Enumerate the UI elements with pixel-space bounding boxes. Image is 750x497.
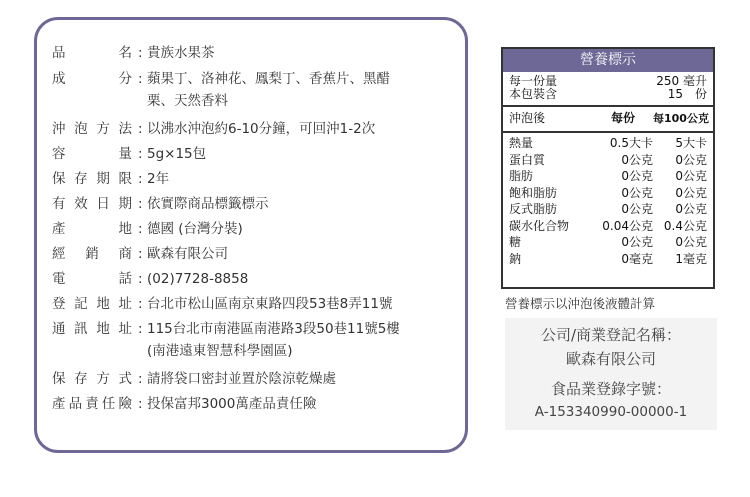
spec-value: 115台北市南港區南港路3段50巷11號5樓 xyxy=(147,321,400,337)
nutrient-per-100g: 0公克 xyxy=(675,169,707,183)
food-registration-label: 食品業登錄字號： xyxy=(550,380,671,398)
spec-colon: : xyxy=(138,146,143,162)
nutrient-per-100g: 0公克 xyxy=(675,152,707,167)
spec-label: 品 名 xyxy=(52,45,132,61)
header-per-serving: 每份 xyxy=(611,111,636,125)
nutrient-per-100g: 5大卡 xyxy=(675,136,707,150)
spec-label: 產 地 xyxy=(52,221,132,237)
nutrient-name: 飽和脂肪 xyxy=(509,185,558,200)
nutrient-per-100g: 0.4公克 xyxy=(663,218,707,233)
spec-value-continued: (南港遠東智慧科學園區) xyxy=(147,343,293,359)
spec-value: 以沸水沖泡約6-10分鐘，可回沖1-2次 xyxy=(147,121,376,137)
spec-value: 台北市松山區南京東路四段53巷8弄11號 xyxy=(147,296,393,312)
spec-colon: : xyxy=(138,171,143,187)
spec-colon: : xyxy=(138,196,143,212)
spec-value: 蘋果丁、洛神花、鳳梨丁、香蕉片、黑醋 xyxy=(147,71,390,87)
spec-value: 德國 (台灣分裝) xyxy=(147,221,243,237)
nutrient-name: 鈉 xyxy=(509,251,522,266)
serving-size-value: 250 毫升 xyxy=(656,74,707,88)
spec-label: 登 記 地 址 xyxy=(52,296,132,312)
nutrient-per-serving: 0公克 xyxy=(621,235,653,249)
spec-colon: : xyxy=(138,246,143,262)
nutrient-per-100g: 0公克 xyxy=(675,235,707,249)
nutrition-facts-table xyxy=(501,47,715,289)
spec-colon: : xyxy=(138,221,143,237)
serving-size-label: 每一份量 xyxy=(509,74,558,88)
nutrient-name: 熱量 xyxy=(509,136,534,150)
nutrient-per-serving: 0毫克 xyxy=(621,251,653,266)
nutrient-per-serving: 0公克 xyxy=(621,202,653,216)
spec-value: 貴族水果茶 xyxy=(147,45,215,61)
nutrient-per-100g: 0公克 xyxy=(675,185,707,200)
spec-colon: : xyxy=(138,71,143,87)
header-after-brewing: 沖泡後 xyxy=(509,111,546,125)
nutrient-name: 脂肪 xyxy=(509,169,534,183)
divider xyxy=(503,131,713,133)
servings-per-pack-label: 本包裝含 xyxy=(509,87,558,101)
nutrition-title: 營養標示 xyxy=(503,49,713,72)
nutrient-per-serving: 0公克 xyxy=(621,185,653,200)
spec-value: 請將袋口密封並置於陰涼乾燥處 xyxy=(147,371,336,387)
nutrient-name: 蛋白質 xyxy=(509,152,546,167)
nutrient-name: 反式脂肪 xyxy=(509,202,558,216)
spec-label: 成 分 xyxy=(52,71,132,87)
header-per-100g: 每100公克 xyxy=(653,112,709,125)
spec-label: 容 量 xyxy=(52,146,132,162)
nutrient-name: 糖 xyxy=(509,235,522,249)
spec-value-continued: 栗、天然香料 xyxy=(147,93,228,109)
spec-colon: : xyxy=(138,121,143,137)
servings-per-pack-value: 15 份 xyxy=(667,87,707,101)
nutrient-per-serving: 0公克 xyxy=(621,152,653,167)
registration-box xyxy=(505,318,717,430)
spec-colon: : xyxy=(138,371,143,387)
spec-label: 通 訊 地 址 xyxy=(52,321,132,337)
company-name: 歐森有限公司 xyxy=(565,350,656,368)
nutrient-per-serving: 0.04公克 xyxy=(602,218,653,233)
nutrition-footnote: 營養標示以沖泡後液體計算 xyxy=(505,296,656,311)
spec-label: 經 銷 商 xyxy=(52,246,132,262)
spec-value: (02)7728-8858 xyxy=(147,271,249,287)
nutrient-per-100g: 0公克 xyxy=(675,202,707,216)
company-label: 公司/商業登記名稱： xyxy=(540,326,682,344)
spec-colon: : xyxy=(138,396,143,412)
spec-label: 保 存 期 限 xyxy=(52,171,132,187)
food-registration-number: A-153340990-00000-1 xyxy=(534,404,688,420)
spec-value: 投保富邦3000萬產品責任險 xyxy=(147,396,317,412)
spec-colon: : xyxy=(138,296,143,312)
spec-colon: : xyxy=(138,321,143,337)
nutrient-per-100g: 1毫克 xyxy=(675,251,707,266)
spec-label: 保 存 方 式 xyxy=(52,371,132,387)
spec-label: 產 品 責 任 險 xyxy=(52,396,132,412)
spec-colon: : xyxy=(138,271,143,287)
divider xyxy=(503,105,713,107)
spec-value: 歐森有限公司 xyxy=(147,246,228,262)
spec-value: 2年 xyxy=(147,171,170,187)
spec-label: 電 話 xyxy=(52,271,132,287)
nutrient-per-serving: 0.5大卡 xyxy=(609,136,653,150)
spec-value: 依實際商品標籤標示 xyxy=(147,196,269,212)
spec-colon: : xyxy=(138,45,143,61)
spec-label: 有 效 日 期 xyxy=(52,196,132,212)
nutrient-per-serving: 0公克 xyxy=(621,169,653,183)
spec-value: 5g×15包 xyxy=(147,146,207,162)
nutrient-name: 碳水化合物 xyxy=(509,218,570,233)
spec-label: 沖 泡 方 法 xyxy=(52,121,132,137)
